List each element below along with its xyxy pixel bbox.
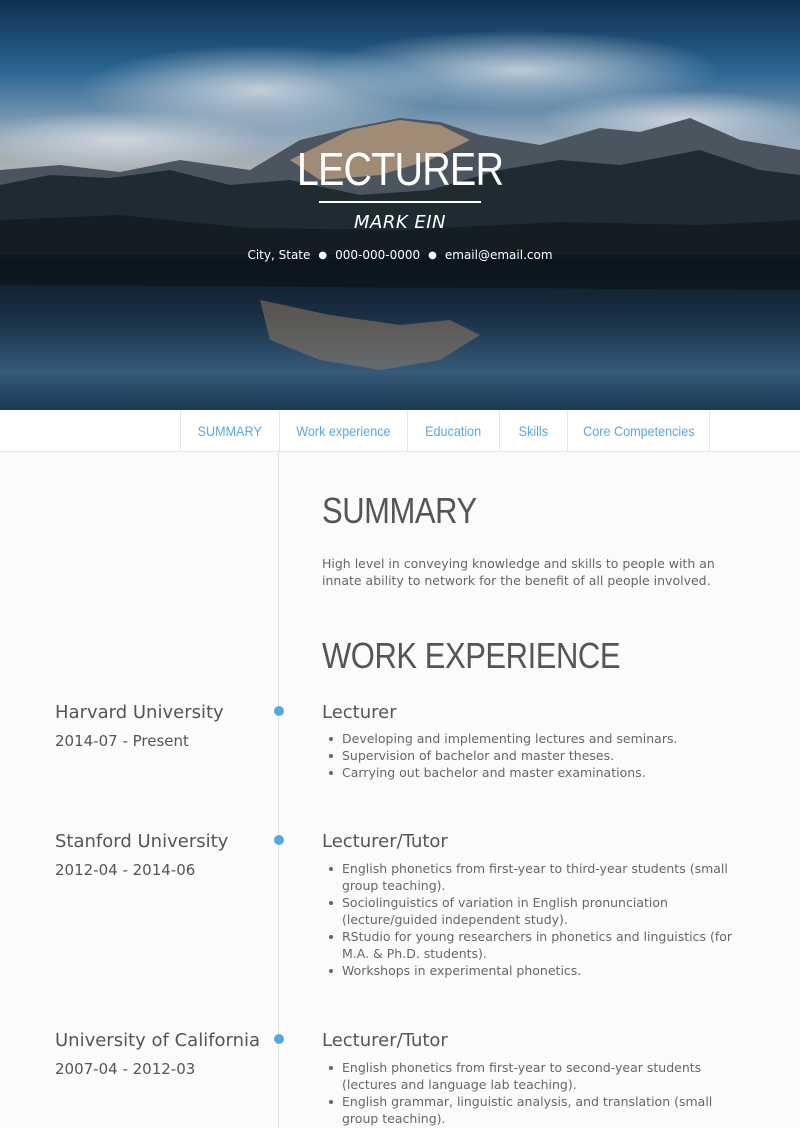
job-dates: 2007-04 - 2012-03: [55, 1060, 196, 1078]
person-name: MARK EIN: [353, 212, 447, 233]
job-bullets: [342, 1059, 752, 1127]
nav-label: Core Competencies: [582, 423, 695, 439]
job-dates: 2014-07 - Present: [55, 732, 189, 750]
nav-core-competencies[interactable]: [568, 410, 710, 452]
timeline-dot: [274, 1034, 284, 1044]
job-role: Lecturer/Tutor: [322, 1030, 448, 1051]
nav-label: SUMMARY: [197, 423, 263, 439]
nav-skills[interactable]: [500, 410, 568, 452]
timeline-dot: [274, 706, 284, 716]
job-role: Lecturer/Tutor: [322, 831, 448, 852]
nav-label: Work experience: [296, 423, 391, 439]
nav-work-experience[interactable]: [280, 410, 408, 452]
bullet-separator: ●: [318, 250, 328, 261]
summary-heading: SUMMARY: [322, 490, 477, 531]
section-nav: [0, 410, 800, 452]
list-item: Sociolinguistics of variation in English pronunciation (lecture/guided independent study).: [342, 894, 752, 928]
contact-phone: 000-000-0000: [335, 248, 421, 262]
timeline-dot: [274, 835, 284, 845]
list-item: English phonetics from first-year to third-year students (small group teaching).: [342, 860, 752, 894]
job-title: LECTURER: [296, 143, 504, 195]
job-dates: 2012-04 - 2014-06: [55, 861, 196, 879]
list-item: Workshops in experimental phonetics.: [342, 962, 752, 979]
list-item: RStudio for young researchers in phonetics and linguistics (for M.A. & Ph.D. students).: [342, 928, 752, 962]
job-organization: Harvard University: [55, 702, 224, 723]
list-item: Carrying out bachelor and master examinations.: [342, 764, 752, 781]
list-item: Supervision of bachelor and master theses.: [342, 747, 752, 764]
contact-line: [0, 248, 800, 262]
bullet-separator: ●: [428, 250, 437, 261]
title-underline: [319, 201, 481, 203]
contact-city: City, State: [247, 248, 311, 262]
list-item: English grammar, linguistic analysis, and translation (small group teaching).: [342, 1093, 752, 1127]
hero-text: [0, 0, 800, 410]
nav-label: Education: [425, 423, 482, 439]
nav-education[interactable]: [408, 410, 500, 452]
hero-banner: [0, 0, 800, 410]
job-role: Lecturer: [322, 702, 397, 723]
list-item: Developing and implementing lectures and seminars.: [342, 730, 752, 747]
list-item: English phonetics from first-year to second-year students (lectures and language lab teaching).: [342, 1059, 752, 1093]
job-bullets: [342, 730, 752, 781]
nav-label: Skills: [518, 423, 549, 439]
job-organization: University of California: [55, 1030, 261, 1051]
job-organization: Stanford University: [55, 831, 229, 852]
work-experience-heading: WORK EXPERIENCE: [322, 635, 621, 676]
contact-email: email@email.com: [444, 248, 553, 262]
job-bullets: [342, 860, 752, 979]
nav-summary[interactable]: [180, 410, 280, 452]
timeline-line: [278, 452, 279, 1128]
summary-text: High level in conveying knowledge and skills to people with an innate ability to network for the benefit of all people involved.: [322, 556, 715, 588]
